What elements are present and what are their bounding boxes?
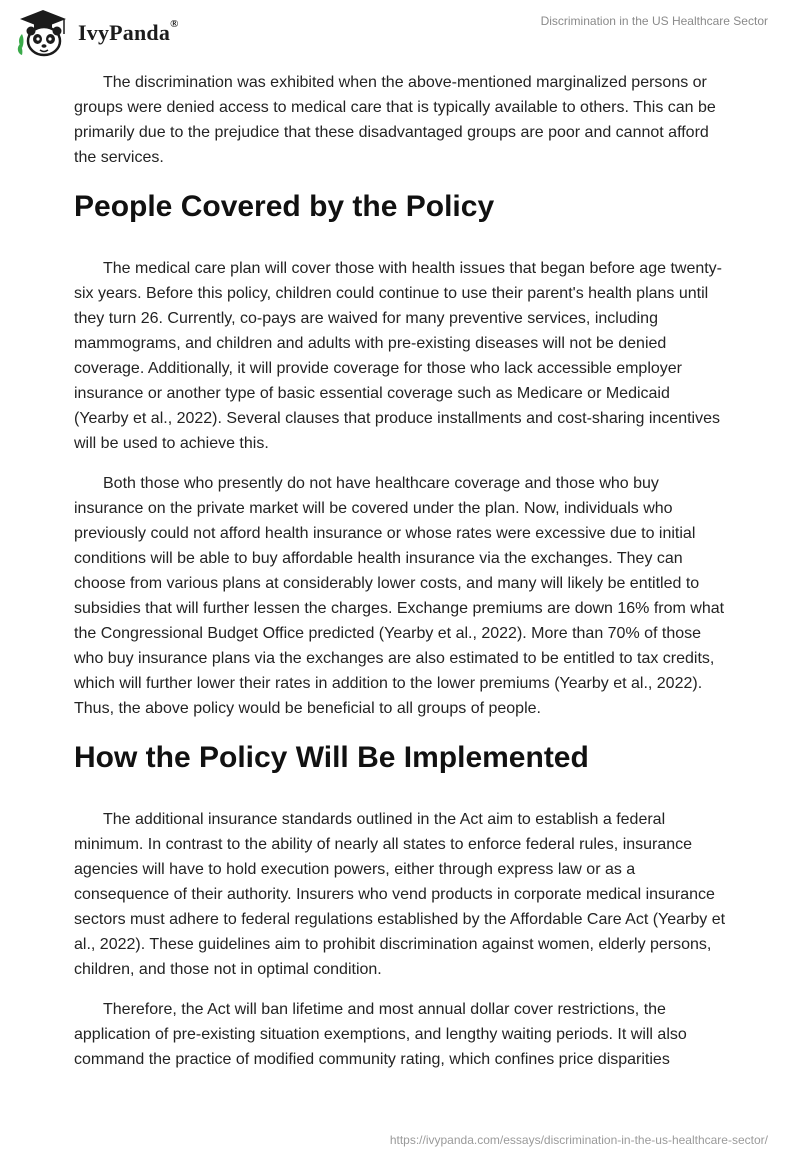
paragraph: Both those who presently do not have healthcare coverage and those who buy insurance on the private market will be covered under the plan. Now, individuals who previously could not afford health insurance or whose rates were excessive due to initial conditions will be able to buy affordable health insurance via the exchanges. They can choose from various plans at considerably lower costs, and many will likely be entitled to subsidies that will further lessen the charges. Exchange premiums are down 16% from what the Congressional Budget Office predicted (Yearby et al., 2022). More than 70% of those who buy insurance plans via the exchanges are also estimated to be entitled to tax credits, which will further lower their rates in addition to the lower premiums (Yearby et al., 2022). Thus, the above policy would be beneficial to all groups of people.	[74, 475, 725, 717]
panda-logo-icon	[14, 8, 72, 58]
document-title: Discrimination in the US Healthcare Sector	[540, 14, 768, 28]
brand-logo[interactable]	[14, 8, 179, 58]
paragraph: Therefore, the Act will ban lifetime and most annual dollar cover restrictions, the application of pre-existing situation exemptions, and lengthy waiting periods. It will also command the practice of modified community rating, which confines price disparities	[74, 1001, 687, 1068]
section-heading: How the Policy Will Be Implemented	[74, 741, 589, 774]
paragraph: The additional insurance standards outlined in the Act aim to establish a federal minimum. In contrast to the ability of nearly all states to enforce federal rules, insurance agencies will have to hold execution powers, either through express law or as a consequence of their authority. Insurers who vend products in corporate medical insurance sectors must adhere to federal regulations established by the Affordable Care Act (Yearby et al., 2022). These guidelines aim to prohibit discrimination against women, elderly persons, children, and those not in optimal condition.	[74, 811, 726, 978]
paragraph: The medical care plan will cover those with health issues that began before age twenty-six years. Before this policy, children could continue to use their parent's health plans until they turn 26. Currently, co-pays are waived for many preventive services, including mammograms, and children and adults with pre-existing diseases will not be denied coverage. Additionally, it will provide coverage for those who lack accessible employer insurance or another type of basic essential coverage such as Medicare or Medicaid (Yearby et al., 2022). Several clauses that produce installments and cost-sharing incentives will be used to achieve this.	[74, 260, 723, 452]
page-header	[0, 0, 800, 66]
brand-name: IvyPanda®	[78, 18, 179, 45]
essay-content	[74, 70, 726, 1087]
source-url[interactable]: https://ivypanda.com/essays/discrimination-in-the-us-healthcare-sector/	[389, 1133, 768, 1147]
paragraph: The discrimination was exhibited when the above-mentioned marginalized persons or groups were denied access to medical care that is typically available to others. This can be primarily due to the prejudice that these disadvantaged groups are poor and cannot afford the services.	[74, 74, 716, 166]
section-heading: People Covered by the Policy	[74, 190, 495, 223]
